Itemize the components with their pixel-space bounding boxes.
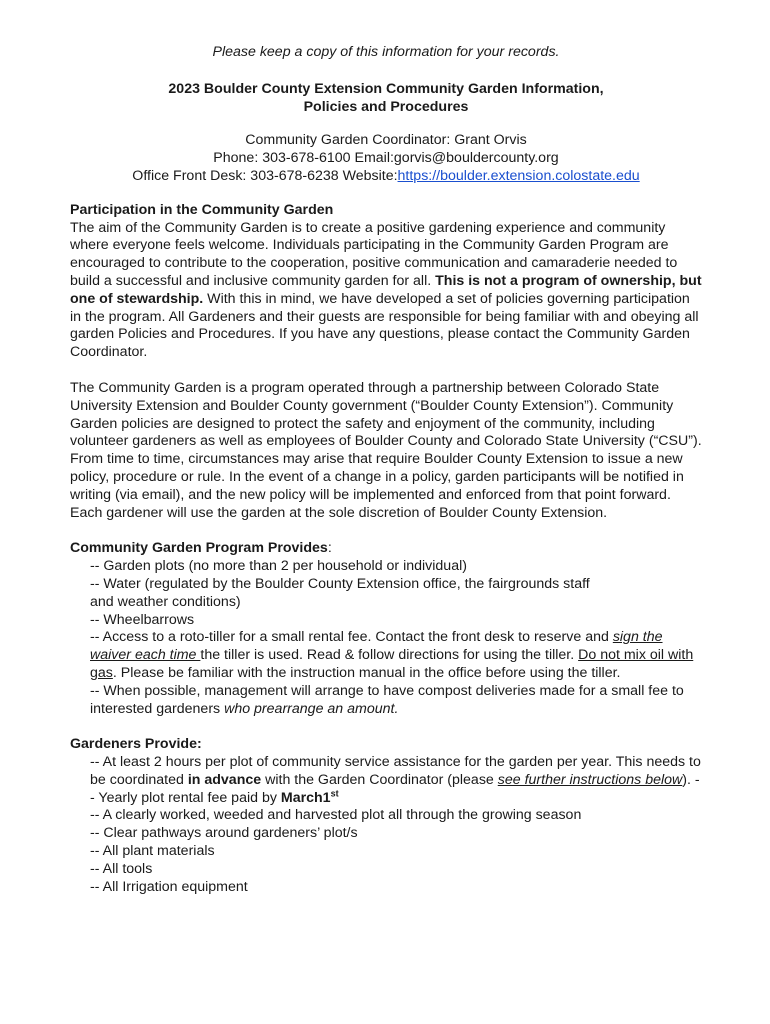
title-line-2: Policies and Procedures xyxy=(303,98,469,115)
list-item: -- Clear pathways around gardeners’ plot/s xyxy=(90,825,358,842)
participation-paragraph-2: The Community Garden is a program operated through a partnership between Colorado State University Extension and Boulder County government (“Boulder County Extension”). Community Garden policies are designed to protect the safety and enjoyment of the community, including volunteer gardeners as well as employees of Boulder County and Colorado State University (“CSU”). From time to time, circumstances may arise that require Boulder County Extension to issue a new policy, procedure or rule. In the event of a change in a policy, garden participants will be notified in writing (via email), and the new policy will be implemented and enforced from that point forward. xyxy=(70,379,702,503)
participation-heading: Participation in the Community Garden xyxy=(70,201,334,218)
front-desk-line xyxy=(70,168,702,186)
water-line-b: and weather conditions) xyxy=(90,593,241,610)
participation-paragraph-3: Each gardener will use the garden at the sole discretion of Boulder County Extension. xyxy=(70,504,608,521)
list-item: -- Wheelbarrows xyxy=(90,611,195,628)
program-provides-heading xyxy=(70,540,702,558)
service-text-a: -- At least 2 hours per plot of community service assistance for the garden per year. This needs to be coordinated xyxy=(90,754,701,788)
list-item: -- All tools xyxy=(90,860,153,877)
participation-text-a: The aim of the Community Garden is to create a positive gardening experience and community where everyone feels welcome. Individuals participating in the Community Garden Program are encouraged to contribute to the cooperation, positive communication and camaraderie needed to build a successful and inclusive community garden for all. xyxy=(70,219,678,289)
tiller-text-a: -- Access to a roto-tiller for a small rental fee. Contact the front desk to reserve and xyxy=(90,629,613,646)
records-note: Please keep a copy of this information for your records. xyxy=(212,44,560,60)
participation-text-b: With this in mind, we have developed a set of policies governing participation in the program. All Gardeners and their guests are responsible for being familiar with and obeying all garden Policies and Procedures. If you have any questions, please contact the Community Garden Coordinator. xyxy=(70,290,699,361)
participation-paragraph-1 xyxy=(70,220,702,362)
title-line-1: 2023 Boulder County Extension Community Garden Information, xyxy=(168,80,604,97)
program-provides-colon: : xyxy=(327,540,332,557)
compost-emphasis: who prearrange an amount. xyxy=(224,700,399,717)
coordinator-line: Community Garden Coordinator: Grant Orvis xyxy=(245,132,527,149)
compost-text: -- When possible, management will arrange to have compost deliveries made for a small fee to interested gardeners xyxy=(90,682,684,717)
program-provides-title: Community Garden Program Provides xyxy=(70,540,328,557)
list-item xyxy=(90,683,702,719)
in-advance-emphasis: in advance xyxy=(187,771,262,788)
service-text-b: with the Garden Coordinator (please xyxy=(261,771,498,788)
list-item: -- A clearly worked, weeded and harvested plot all through the growing season xyxy=(90,807,582,824)
list-item: -- All Irrigation equipment xyxy=(90,878,248,895)
tiller-text-c: . Please be familiar with the instruction manual in the office before using the tiller. xyxy=(112,664,621,681)
stewardship-statement: This is not a program of ownership, but one of stewardship. xyxy=(70,272,702,307)
fee-due-date-suffix: st xyxy=(330,787,339,798)
gardeners-provide-list xyxy=(70,754,702,896)
oil-gas-warning: Do not mix oil with gas xyxy=(90,647,694,681)
contact-block xyxy=(70,132,702,185)
tiller-text-b: the tiller is used. Read & follow directions for using the tiller. xyxy=(200,647,579,664)
document-title xyxy=(70,81,702,117)
website-link[interactable]: https://boulder.extension.colostate.edu xyxy=(397,167,640,184)
front-desk-text: Office Front Desk: 303-678-6238 Website: xyxy=(132,167,398,184)
list-item xyxy=(90,576,702,612)
water-line-a: -- Water (regulated by the Boulder County Extension office, the fairgrounds staff xyxy=(90,575,590,592)
list-item xyxy=(90,754,702,807)
further-instructions-emphasis: see further instructions below xyxy=(497,771,683,788)
gardeners-provide-heading: Gardeners Provide: xyxy=(70,736,202,753)
fee-due-date: March1 xyxy=(280,789,331,806)
fee-text: ). -- Yearly plot rental fee paid by xyxy=(90,771,700,806)
list-item: -- All plant materials xyxy=(90,843,215,860)
list-item xyxy=(90,629,702,682)
phone-email-line: Phone: 303-678-6100 Email:gorvis@bouldercounty.org xyxy=(213,150,559,167)
program-provides-list xyxy=(70,558,702,718)
waiver-emphasis: sign the waiver each time xyxy=(90,629,663,664)
list-item: -- Garden plots (no more than 2 per household or individual) xyxy=(90,558,467,575)
